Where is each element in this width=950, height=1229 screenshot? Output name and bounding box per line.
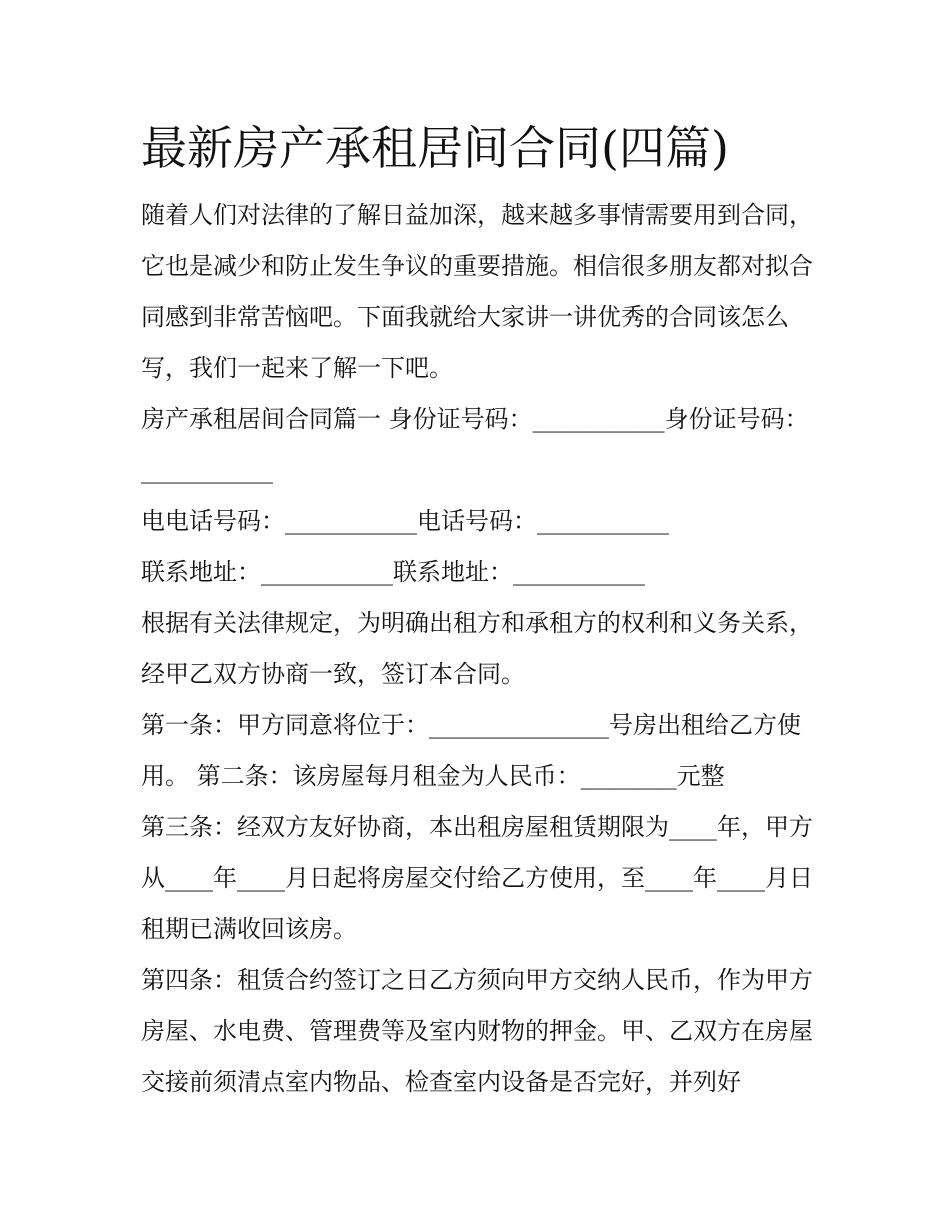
phone-line: 电电话号码：___________电话号码：___________ bbox=[141, 507, 669, 535]
article-1-2-paragraph: 第一条：甲方同意将位于：_______________号房出租给乙方使用。 第二条：该房屋每月租金为人民币：________元整 bbox=[141, 711, 801, 790]
id-number-line: 房产承租居间合同篇一 身份证号码：___________身份证号码：___________ bbox=[141, 405, 809, 484]
document-title: 最新房产承租居间合同(四篇) bbox=[141, 121, 729, 175]
intro-paragraph: 随着人们对法律的了解日益加深，越来越多事情需要用到合同，它也是减少和防止发生争议的重要措施。相信很多朋友都对拟合同感到非常苦恼吧。下面我就给大家讲一讲优秀的合同该怎么写，我们一起来了解一下吧。 bbox=[141, 201, 813, 382]
document-page bbox=[141, 110, 821, 1108]
legal-basis-paragraph: 根据有关法律规定，为明确出租方和承租方的权利和义务关系，经甲乙双方协商一致，签订本合同。 bbox=[141, 609, 813, 688]
address-line: 联系地址：___________联系地址：___________ bbox=[141, 558, 645, 586]
article-3-paragraph: 第三条：经双方友好协商，本出租房屋租赁期限为____年，甲方从____年____月日起将房屋交付给乙方使用，至____年____月日租期已满收回该房。 bbox=[141, 813, 813, 943]
article-4-paragraph: 第四条：租赁合约签订之日乙方须向甲方交纳人民币，作为甲方房屋、水电费、管理费等及室内财物的押金。甲、乙双方在房屋交接前须清点室内物品、检查室内设备是否完好，并列好 bbox=[141, 966, 813, 1096]
